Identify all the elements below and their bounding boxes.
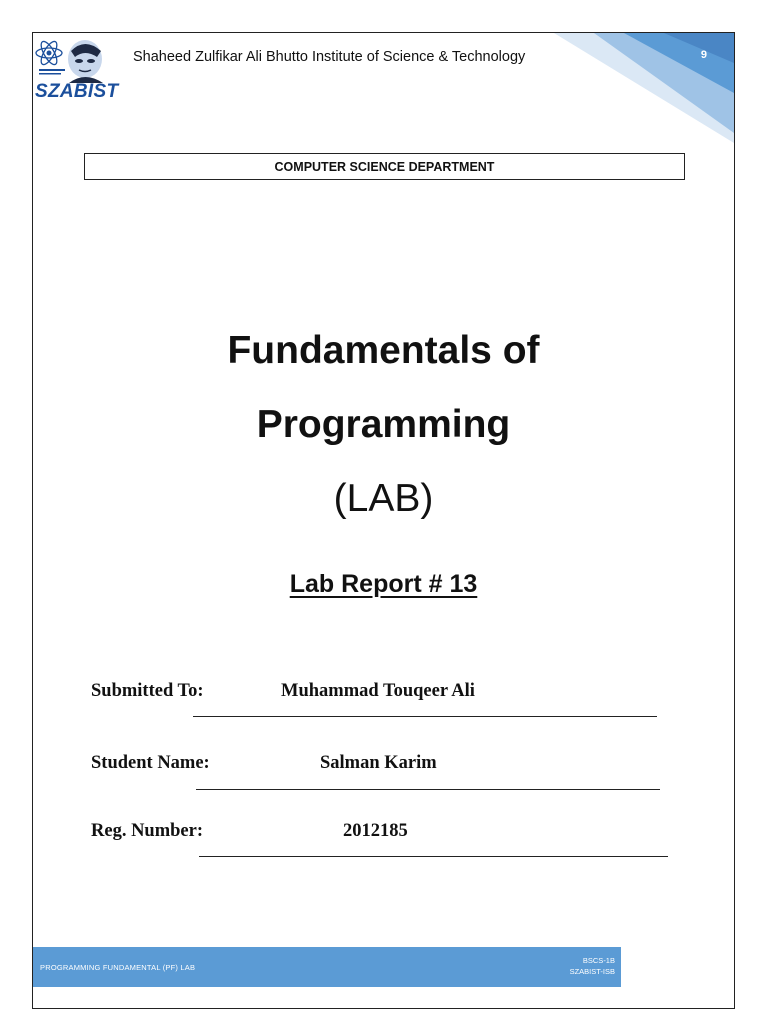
- footer-class: BSCS-1B: [582, 956, 615, 965]
- submitted-to-label: Submitted To:: [91, 681, 204, 701]
- course-title-line2: Programming: [256, 403, 511, 446]
- course-title-line1: Fundamentals of: [227, 329, 540, 372]
- student-name-label: Student Name:: [91, 753, 210, 773]
- footer-course: PROGRAMMING FUNDAMENTAL (PF) LAB: [40, 963, 196, 972]
- report-title: Lab Report # 13: [289, 570, 478, 598]
- submitted-to-underline: [193, 716, 657, 717]
- szabist-logo: [33, 33, 123, 107]
- reg-number-value: 2012185: [343, 821, 408, 841]
- institute-name: Shaheed Zulfikar Ali Bhutto Institute of Science & Technology: [133, 49, 526, 65]
- footer-campus: SZABIST-ISB: [569, 967, 615, 976]
- reg-number-label: Reg. Number:: [91, 821, 204, 841]
- student-name-value: Salman Karim: [320, 753, 437, 773]
- department-heading: COMPUTER SCIENCE DEPARTMENT: [84, 153, 685, 180]
- logo-text: SZABIST: [35, 81, 119, 102]
- reg-number-underline: [199, 856, 668, 857]
- corner-decoration-icon: [554, 33, 734, 143]
- document-page: [32, 32, 735, 1009]
- footer-bar: [33, 947, 621, 987]
- page-number: 9: [700, 49, 707, 61]
- student-name-underline: [196, 789, 660, 790]
- course-title-line3: (LAB): [333, 477, 434, 520]
- atom-portrait-logo-icon: [35, 37, 115, 83]
- submitted-to-value: Muhammad Touqeer Ali: [281, 681, 475, 701]
- footer-class-info: [570, 955, 615, 977]
